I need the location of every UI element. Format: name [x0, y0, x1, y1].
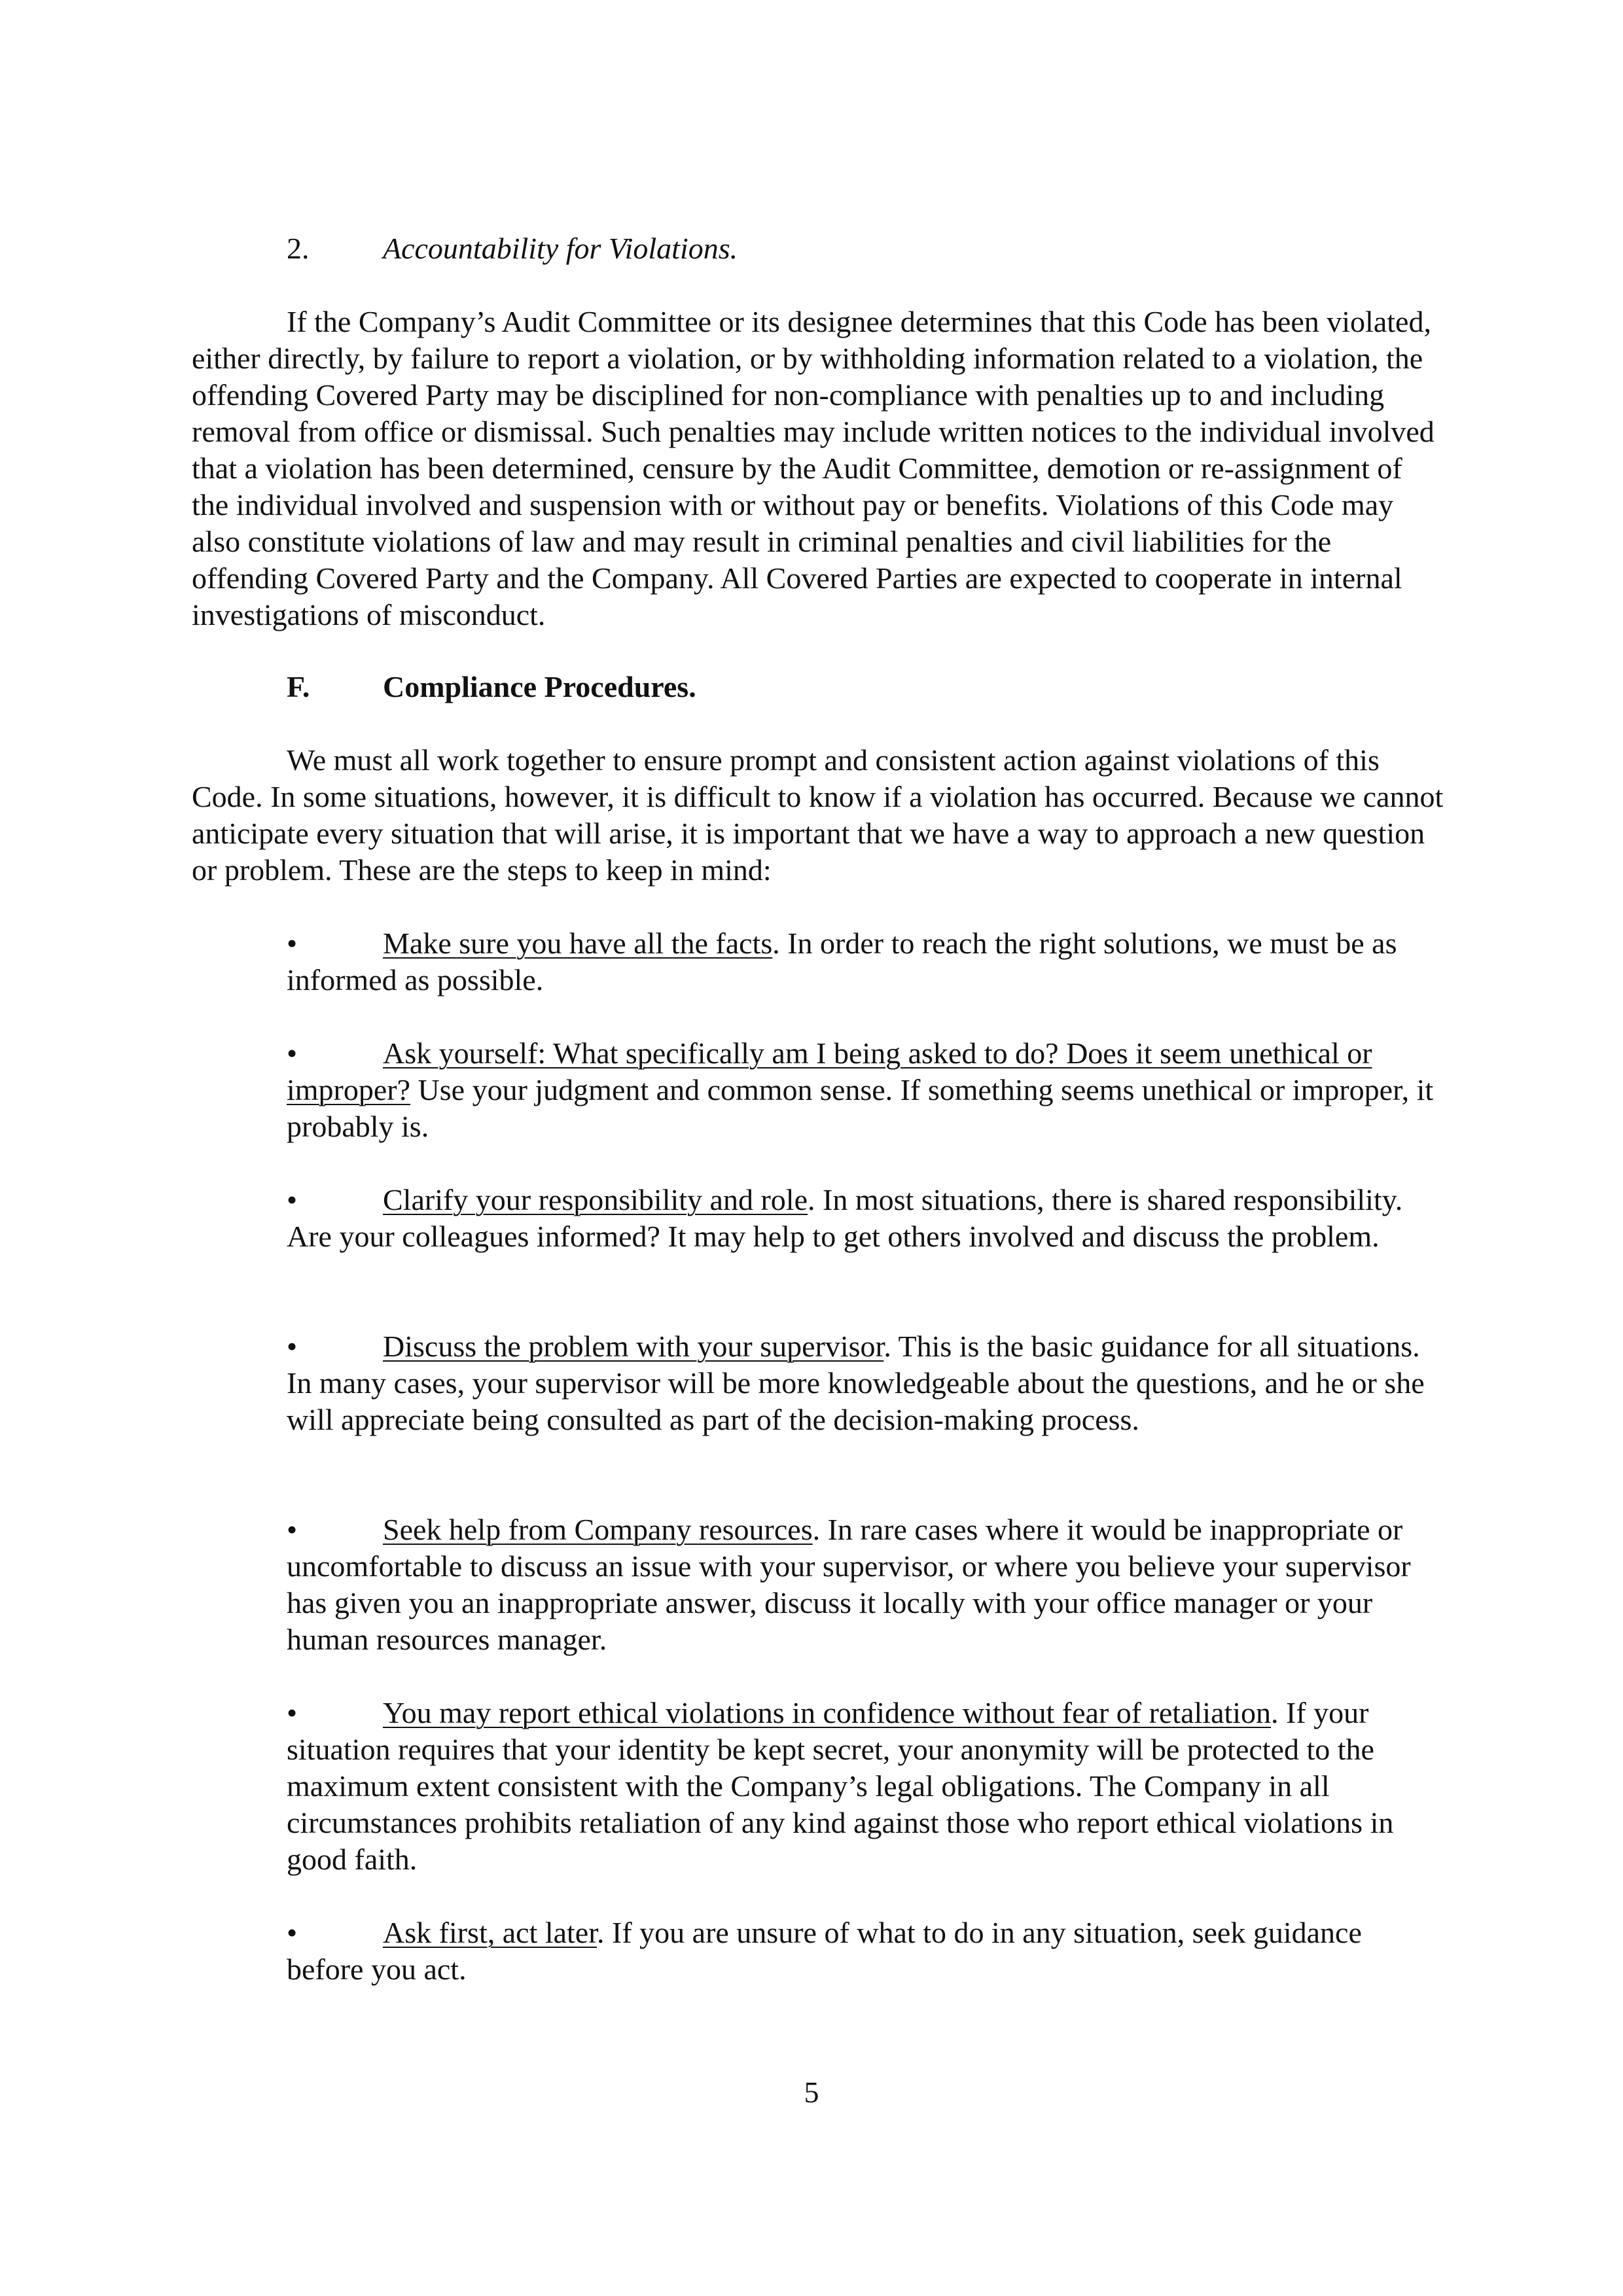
list-item-lead: Clarify your responsibility and role [383, 1183, 808, 1216]
list-item-text: . If your situation requires that your identity be kept secret, your anonymity will be protected to the maximum extent consistent with the Company’s legal obligations. The Company in all circumstances prohibits retaliation of any kind against those who report ethical violations in good faith. [287, 1696, 1394, 1876]
list-item [287, 1328, 1445, 1438]
section-letter: F. [287, 670, 310, 703]
section-paragraph: We must all work together to ensure prompt and consistent action against violations of this Code. In some situations, however, it is difficult to know if a violation has occurred. Because we cannot anticipate every situation that will arise, it is important that we have a way to approach a new question or problem. These are the steps to keep in mind: [192, 743, 1444, 887]
section-heading: Compliance Procedures. [383, 670, 696, 703]
bullet-icon: • [287, 1036, 298, 1070]
list-item [287, 1511, 1445, 1658]
list-item [287, 1035, 1445, 1145]
list-item-lead: Ask yourself: What specifically am I being asked to do? Does it seem unethical or improper? [287, 1036, 1372, 1106]
list-item [287, 1695, 1445, 1878]
list-item-text: . This is the basic guidance for all situations. In many cases, your supervisor will be more knowledgeable about the questions, and he or she will appreciate being consulted as part of the decision-making process. [287, 1330, 1425, 1436]
bullet-icon: • [287, 927, 298, 960]
section-title: Accountability for Violations. [383, 232, 738, 265]
list-item-text: . In rare cases where it would be inappropriate or uncomfortable to discuss an issue with your supervisor, or where you believe your supervisor has given you an inappropriate answer, discuss it locally with your office manager or your human resources manager. [287, 1513, 1411, 1656]
list-item [287, 925, 1445, 998]
list-item-lead: Ask first, act later [383, 1916, 597, 1949]
list-item [287, 1182, 1445, 1255]
list-item-lead: You may report ethical violations in confidence without fear of retaliation [383, 1696, 1272, 1729]
bullet-icon: • [287, 1330, 298, 1363]
bullet-icon: • [287, 1513, 298, 1546]
list-item-text: Use your judgment and common sense. If something seems unethical or improper, it probably is. [287, 1073, 1434, 1143]
list-item-text: . If you are unsure of what to do in any situation, seek guidance before you act. [287, 1916, 1362, 1986]
list-item-text: . In most situations, there is shared responsibility. Are your colleagues informed? It may help to get others involved and discuss the problem. [287, 1183, 1403, 1253]
list-item-lead: Make sure you have all the facts [383, 927, 773, 960]
list-item-text: . In order to reach the right solutions, we must be as informed as possible. [287, 927, 1397, 997]
list-item-lead: Discuss the problem with your supervisor [383, 1330, 884, 1363]
page-number: 5 [804, 2075, 819, 2109]
list-item-lead: Seek help from Company resources [383, 1513, 813, 1546]
list-item [287, 1915, 1445, 1988]
bullet-icon: • [287, 1696, 298, 1729]
bullet-icon: • [287, 1916, 298, 1949]
section-number: 2. [287, 232, 310, 265]
bullet-icon: • [287, 1183, 298, 1216]
section-paragraph: If the Company’s Audit Committee or its designee determines that this Code has been violated, either directly, by failure to report a violation, or by withholding information related to a violation, the offending Covered Party may be disciplined for non-compliance with penalties up to and including removal from office or dismissal. Such penalties may include written notices to the individual involved that a violation has been determined, censure by the Audit Committee, demotion or re-assignment of the individual involved and suspension with or without pay or benefits. Violations of this Code may also constitute violations of law and may result in criminal penalties and civil liabilities for the offending Covered Party and the Company. All Covered Parties are expected to cooperate in internal investigations of misconduct. [192, 305, 1435, 631]
